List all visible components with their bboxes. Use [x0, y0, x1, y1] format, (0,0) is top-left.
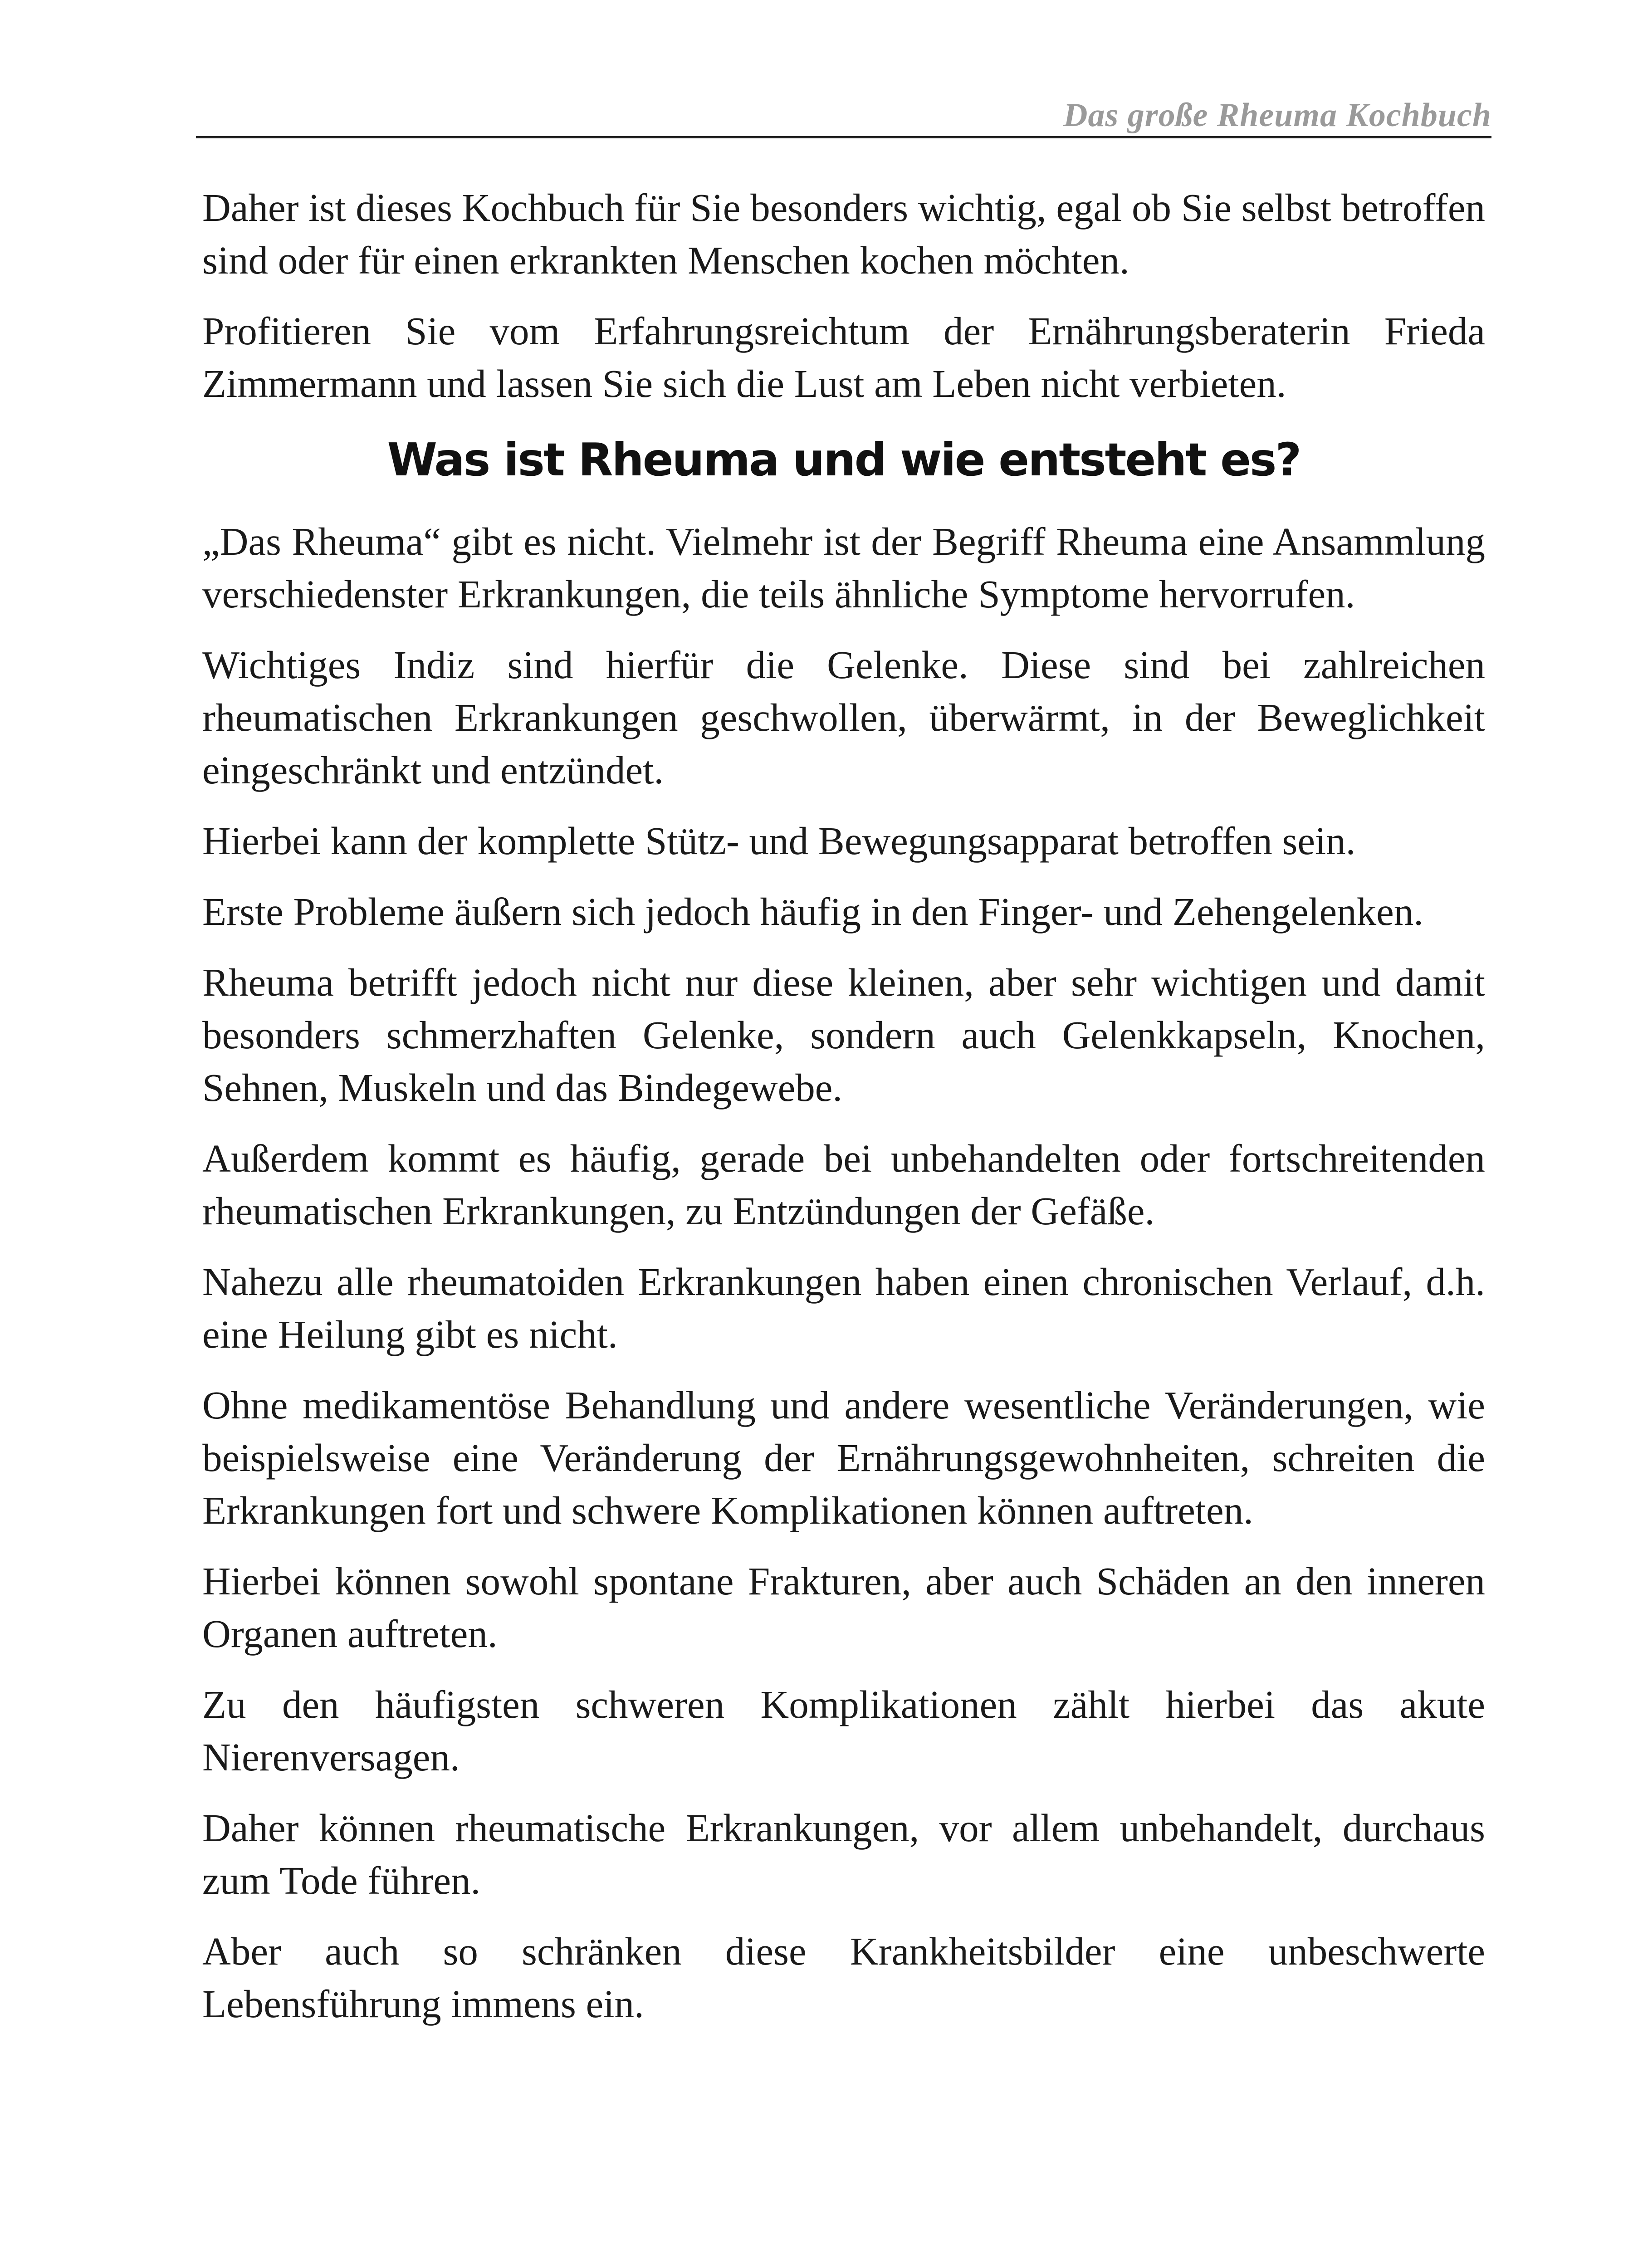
intro-paragraph: Profitieren Sie vom Erfahrungsreichtum der Ernährungsberaterin Frieda Zimmermann und lassen Sie sich die Lust am Leben nicht verbieten. [202, 309, 1485, 406]
body-paragraph: „Das Rheuma“ gibt es nicht. Vielmehr ist der Begriff Rheuma eine Ansammlung verschiedenster Erkrankungen, die teils ähnliche Symptome hervorrufen. [202, 519, 1485, 616]
body-paragraph: Hierbei kann der komplette Stütz- und Bewegungsapparat betroffen sein. [202, 819, 1356, 863]
section-heading: Was ist Rheuma und wie entsteht es? [387, 433, 1301, 486]
body-paragraph: Erste Probleme äußern sich jedoch häufig in den Finger- und Zehengelenken. [202, 890, 1423, 934]
body-paragraph: Rheuma betrifft jedoch nicht nur diese kleinen, aber sehr wichtigen und damit besonders schmerzhaften Gelenke, sondern auch Gelenkkapseln, Knochen, Sehnen, Muskeln und das Bindegewebe. [202, 960, 1485, 1110]
body-paragraph: Daher können rheumatische Erkrankungen, vor allem unbehandelt, durchaus zum Tode führen. [202, 1806, 1485, 1902]
intro-paragraph: Daher ist dieses Kochbuch für Sie besonders wichtig, egal ob Sie selbst betroffen sind oder für einen erkrankten Menschen kochen möchten. [202, 186, 1485, 282]
body-paragraph: Nahezu alle rheumatoiden Erkrankungen haben einen chronischen Verlauf, d.h. eine Heilung gibt es nicht. [202, 1260, 1485, 1356]
running-header-title: Das große Rheuma Kochbuch [1063, 97, 1491, 134]
body-paragraph: Zu den häufigsten schweren Komplikationen zählt hierbei das akute Nierenversagen. [202, 1682, 1485, 1779]
body-paragraph: Wichtiges Indiz sind hierfür die Gelenke. Diese sind bei zahlreichen rheumatischen Erkrankungen geschwollen, überwärmt, in der Beweglichkeit eingeschränkt und entzündet. [202, 643, 1485, 792]
body-paragraph: Hierbei können sowohl spontane Frakturen, aber auch Schäden an den inneren Organen auftreten. [202, 1559, 1485, 1656]
body-paragraph: Außerdem kommt es häufig, gerade bei unbehandelten oder fortschreitenden rheumatischen Erkrankungen, zu Entzündungen der Gefäße. [202, 1136, 1485, 1233]
body-paragraph: Ohne medikamentöse Behandlung und andere wesentliche Veränderungen, wie beispielsweise eine Veränderung der Ernährungsgewohnheiten, schreiten die Erkrankungen fort und schwere Komplikationen können auftreten. [202, 1383, 1485, 1532]
body-paragraph: Aber auch so schränken diese Krankheitsbilder eine unbeschwerte Lebensführung immens ein. [202, 1929, 1485, 2026]
header-divider [196, 136, 1491, 138]
page-body [202, 181, 1485, 2048]
